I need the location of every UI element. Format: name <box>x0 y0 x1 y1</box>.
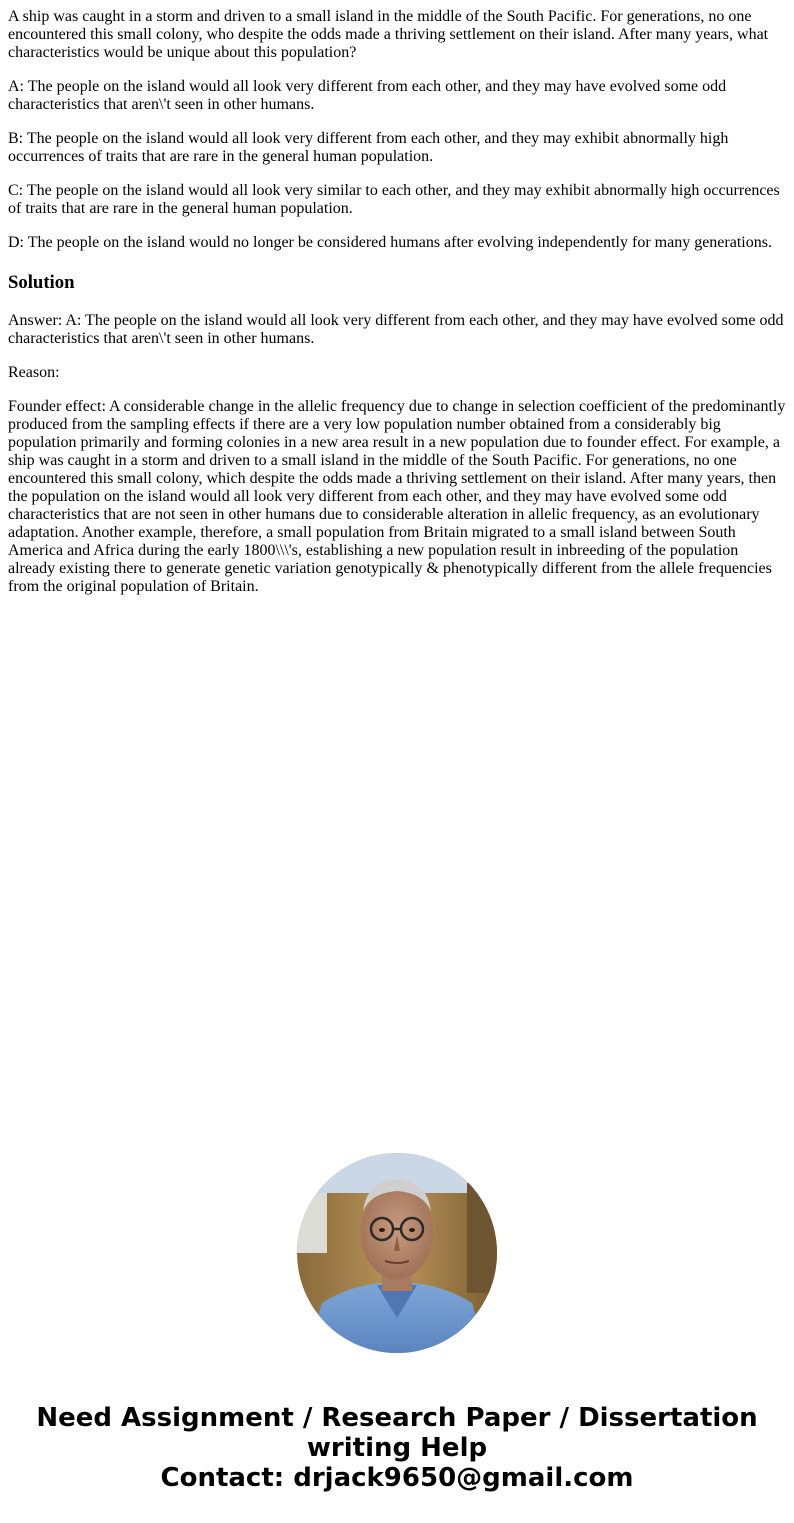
document-body <box>8 8 786 612</box>
footer-help-line: Need Assignment / Research Paper / Dissertation writing Help <box>36 1403 758 1463</box>
question-stem: A ship was caught in a storm and driven to a small island in the middle of the South Pacific. For generations, no one encountered this small colony, who despite the odds made a thriving settlement on their island. After many years, what characteristics would be unique about this population? <box>8 8 769 61</box>
author-avatar <box>297 1153 497 1353</box>
explanation-text: Founder effect: A considerable change in the allelic frequency due to change in selection coefficient of the predominantly produced from the sampling effects if there are a very low population number obtained from a considerably big population primarily and forming colonies in a new area result in a new population due to founder effect. For example, a ship was caught in a storm and driven to a small island in the middle of the South Pacific. For generations, no one encountered this small colony, which despite the odds made a thriving settlement on their island. After many years, then the population on the island would all look very different from each other, and they may have evolved some odd characteristics that are not seen in other humans due to considerable alteration in allelic frequency, as an evolutionary adaptation. Another example, therefore, a small population from Britain migrated to a small island between South America and Africa during the early 1800\\\'s, establishing a new population result in inbreeding of the population already existing there to generate genetic variation genotypically & phenotypically different from the allele frequencies from the original population of Britain. <box>8 398 786 595</box>
option-a: A: The people on the island would all look very different from each other, and they may have evolved some odd characteristics that aren\'t seen in other humans. <box>8 78 727 113</box>
footer-contact-line: Contact: drjack9650@gmail.com <box>160 1463 634 1493</box>
answer-text: Answer: A: The people on the island would all look very different from each other, and they may have evolved some odd characteristics that aren\'t seen in other humans. <box>8 312 784 347</box>
option-d: D: The people on the island would no longer be considered humans after evolving independently for many generations. <box>8 234 772 251</box>
solution-heading: Solution <box>8 272 75 293</box>
option-b: B: The people on the island would all look very different from each other, and they may exhibit abnormally high occurrences of traits that are rare in the general human population. <box>8 130 729 165</box>
option-c: C: The people on the island would all look very similar to each other, and they may exhibit abnormally high occurrences of traits that are rare in the general human population. <box>8 182 780 217</box>
reason-label: Reason: <box>8 364 60 381</box>
footer-banner <box>0 1403 794 1493</box>
